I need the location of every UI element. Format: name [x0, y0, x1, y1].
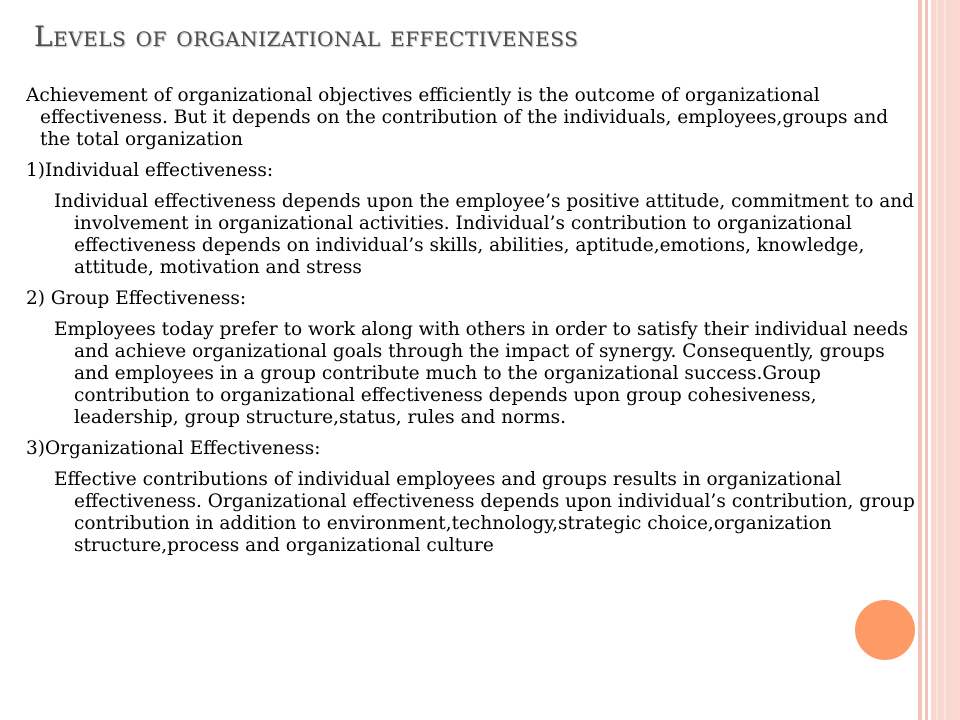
- decorative-circle: [855, 600, 915, 660]
- section-text-individual: Individual effectiveness depends upon the employee’s positive attitude, commitment to and involvement in organizational activities. Individual’s contribution to organizational effectiveness depends on individual’s skills, abilities, aptitude,emotions, knowledge, attitude, motivation and stress: [54, 191, 915, 278]
- decorative-stripe: [944, 0, 946, 720]
- section-heading-organizational: 3)Organizational Effectiveness:: [26, 438, 321, 459]
- section-text-group: Employees today prefer to work along with others in order to satisfy their individual needs and achieve organizational goals through the impact of synergy. Consequently, groups and employees in a group contribute much to the organizational success.Group contribution to organizational effectiveness depends upon group cohesiveness, leadership, group structure,status, rules and norms.: [54, 319, 909, 428]
- section-heading-individual: 1)Individual effectiveness:: [26, 160, 274, 181]
- slide-title: Levels of organizational effectiveness: [34, 20, 579, 53]
- decorative-stripe: [925, 0, 928, 720]
- decorative-stripe: [918, 0, 922, 720]
- intro-paragraph: Achievement of organizational objectives efficiently is the outcome of organizational effectiveness. But it depends on the contribution of the individuals, employees,groups and the total organization: [26, 85, 889, 150]
- section-text-organizational: Effective contributions of individual employees and groups results in organizational effectiveness. Organizational effectiveness depends upon individual’s contribution, group contribution in addition to environment,technology,strategic choice,organization structure,process and organizational culture: [54, 469, 915, 556]
- slide-body: [26, 85, 916, 566]
- decorative-stripe: [936, 0, 938, 720]
- section-heading-group: 2) Group Effectiveness:: [26, 288, 247, 309]
